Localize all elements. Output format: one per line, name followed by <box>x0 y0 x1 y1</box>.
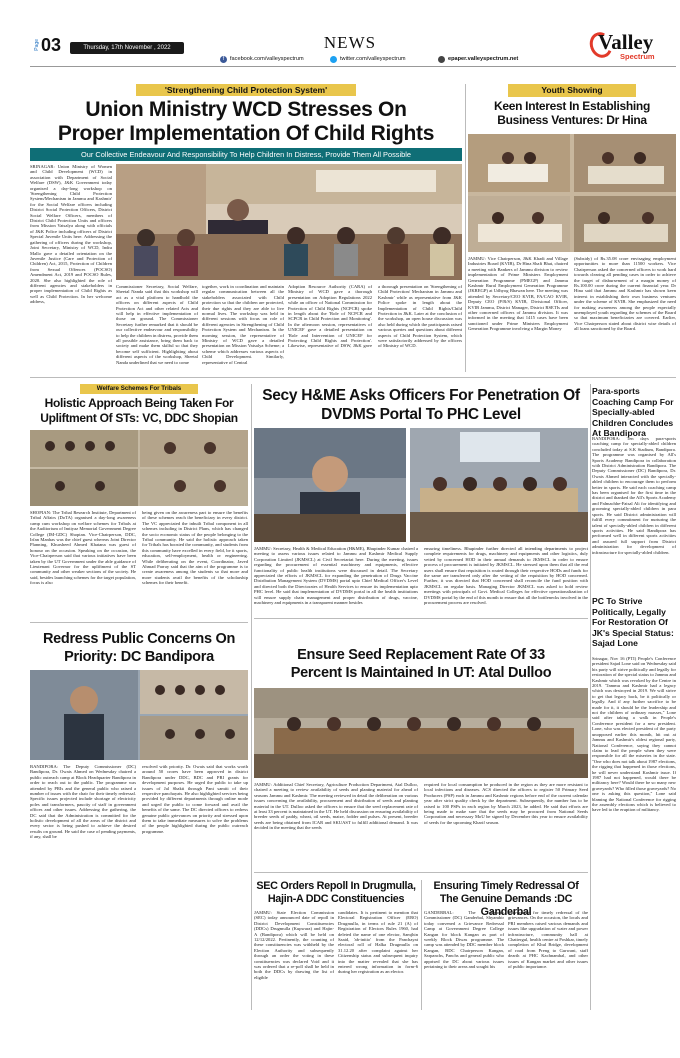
lead-headline-line-1: Union Ministry WCD Stresses On <box>85 98 407 121</box>
lead-col-3: together, work in coordination and maintain regular communication between all the stakeholders associated with Child protection so that the children are protected, their due rights and they are able to live normal lives. The workshop was held in different sessions with focus on role of different agencies in Strengthening of Child Protection System and Mechanism. In the morning session, the representative of Ministry of WCD gave a detailed presentation on Mission Vatsalya Scheme; a scheme which addresses various aspects of Child Development. Similarly, representative of Central <box>202 284 284 365</box>
seed-photo <box>254 688 588 778</box>
dc-bandipora-photo-image <box>30 670 248 760</box>
redress-headline: Redress Public Concerns On Priority: DC Bandipora <box>42 631 236 665</box>
redress-col-2: resolved with priority. Dr. Owais said that works worth around 50 crores have been approved in district Bandipora under DDC, BDC and PRI grants for development purposes. He urged the public to take up issues of Jal Shakti through Pani samiti of their respective panchayats. He also highlighted services being provided by different departments through online mode and urged the public to come forward and avail the benefits of the same. The DC directed officers to redress genuine public grievances on priority and stressed upon them to take immediate measures to solve the problems of the people highlighted during the public outreach programme. <box>142 764 248 834</box>
meeting-room-photo-image <box>410 428 588 542</box>
page-label: Page <box>34 39 40 51</box>
redress-story <box>30 630 248 990</box>
secy-photo-1 <box>254 428 406 542</box>
redress-photo <box>30 670 248 760</box>
facebook-link[interactable]: facebook.com/valleyspectrum <box>230 56 304 62</box>
ganderbal-headline: Ensuring Timely Redressal Of The Genuine Demands :DC Ganderbal <box>433 880 579 918</box>
seed-meeting-photo-image <box>254 688 588 778</box>
para-story <box>592 384 676 592</box>
youth-story <box>468 84 676 372</box>
seed-headline-line-2: Percent Is Maintained In UT: Atal Dulloo <box>290 665 552 681</box>
twitter-icon <box>330 56 337 63</box>
sec-col-1: JAMMU: State Election Commission (SEC) today announced date of repoll in District Development Constituencies (DDCs) Drugmulla (Kupwara) and Hajin-A (Bandipora) which will be held on 12/12/2022. Pertinently, the counting of these constituencies was withheld by the Election Authority and subsequently through an order the voting in these constituencies was declared Void and it was ordered that a re-poll shall be held in both the DDCs by drawing the list of eligible <box>254 910 334 980</box>
welfare-story <box>30 384 248 614</box>
secy-headline: Secy H&ME Asks Officers For Penetration Of DVDMS Portal To PHC Level <box>262 387 580 423</box>
row-divider <box>254 872 588 873</box>
twitter-link[interactable]: twitter.com/valleyspectrum <box>340 56 406 62</box>
youth-tag <box>508 84 636 97</box>
row-divider <box>254 618 588 619</box>
sec-story <box>254 880 418 1010</box>
epaper-icon <box>438 56 445 63</box>
lead-strap <box>30 148 462 161</box>
social-bar <box>190 55 546 65</box>
ganderbal-story <box>424 880 588 1010</box>
lead-col-2: Commissioner Secretary, Social Welfare, Sheetal Nanda said that this workshop will act as a vital platform to handhold the officers on different aspects of Child Protection Act and other related Acts and will help in effective implementation of those on ground. The Commissioner Secretary further remarked that it should be our collective endeavour and responsibility to help the children in distress, provide them all possible assistance, bring them back to society and make them skilful so that they become self sufficient. Highlighting about different aspects of the workshop, Sheetal Nanda underlined that we need to come <box>116 284 198 365</box>
youth-col-2: (Subsidy) of Rs.35.08 crore envisaging employment opportunities to more than 11500 workers. Vice Chairperson asked the concerned officers to work hard towards clearing all pending cases in order to achieve the target of disbursement of a margin money of Rs.100.00 crore during the current financial year. Dr Hina said that Jammu and Kashmir has shown keen interest in establishing their own business ventures under the scheme of KVIB. She emphasized the need for making awareness among the people especially unemployed youth regarding the schemes of the Board so that maximum beneficiaries are covered. Earlier, Vice Chairperson stated about district wise details of all loans sanctioned by the Board. <box>574 256 676 332</box>
youth-meeting-photo-image <box>468 134 676 252</box>
lead-headline-line-2: Proper Implementation Of Child Rights <box>57 122 435 145</box>
lead-story <box>30 84 462 372</box>
row-divider <box>30 377 676 378</box>
para-body: BANDIPORA: Ten days para-sports coaching camp for specially-abled children concluded today at S.K Stadium, Bandipora. The programme was organised by All's Sports Academy Bandipora in collaboration with District Administration Bandipora. The Deputy Commissioner (DC) Bandipora, Dr. Owais Ahmed interacted with the specially-abled children to encourage them to perform better in sports. He said each coaching camp has been organised for the first time in the district and thanked the All's Sports Academy and Palmachhe-Faisal Ali for identifying and grooming specially-abled children in para sports. He said District administration will fulfill every commitment for nurturing the talent of specially-abled children in different sports activities. He said Bandipora has performed well in different sports activities and assured full support from District administration for development of infrastructure for specially-abled children. <box>592 436 676 555</box>
lead-col-1: SRINAGAR: Union Ministry of Women and Child Development (WCD) in association with Department of Social Welfare (DSW), J&K Government today organised a day-long workshop on 'Strengthening Child Protection System/Mechanism in Jammu and Kashmir' for the Social Welfare officers including District Social Protection Officers, District Social Welfare Officers, members of District Child Protection Units and officers from Mission Vatsalya along with officials of J&K Police including officers of District Special Juvenile Units here. Addressing the gathering of officers during the workshop, Joint Secretary, Ministry of WCD, Indra Mallo gave a detailed orientation on the Juvenile Justice (Care and Protection of Children) Act, 2015, Protection of Children from Sexual Offences (POCSO) Amendment Act, 2019 and POCSO Rules, 2020. She also highlighted the role of different agencies and stakeholders in proper implementation of Child Rights as well as Child Protection. In her welcome address, <box>30 164 112 305</box>
workshop-photo-image <box>116 164 462 280</box>
welfare-col-2: being given on the awareness part to ensure the benefits of these schemes reach the beneficiary in every district. The VC appreciated the inbuilt Tribal component in all schemes including in District Plans, which has changed the socio economic status of the people belonging to the Tribal community. He said the holistic approach taken for Tribals has boosted the community, and students from this community have excelled in every field, be it sports, education, self-employment, health or engineering. While deliberating on the event, Coordinator, Javed Ahmad Parray said that the aim of the programme is to create awareness among the students so that more and more students avail the benefits of the scholarship schemes for their benefit. <box>142 510 248 586</box>
tribal-workshop-photo-image <box>30 430 248 506</box>
logo <box>590 30 676 66</box>
ganderbal-col-2: intervention for timely redressal of the grievances. On the occasion, the locals and PRI members raised various demands and issues like upgradation of water and power infrastructure, community hall at Chattergul, health centre at Poshkar, timely completion of Khul Bridge, development of road from Preng to Gurwani, staff dearth at PHC Kachnambal, and other issues of Kangan market and other issues of public importance. <box>508 910 588 970</box>
seed-col-1: JAMMU: Additional Chief Secretary, Agriculture Production Department, Atal Dulloo, chaired a meeting to review availability of seeds and planting material for ahead of seasons Jammu and Kashmir. The meeting reviewed in detail the deliberation on various issues concerning the availability, procurement and distribution of seeds and planting material in the UT. Dulloo asked the officers to ensure that the seed replacement rate of at least 33 percent is maintained in the UT. He held discussion on ensuring availability of breeder seeds of paddy, wheat, oil seeds, maize, fodder and pulses. At present, breeder seeds are being obtained from ICAR and SKUAST to fulfill additional demand. It was decided in the meeting that the seeds <box>254 782 418 831</box>
pc-headline: PC To Strive Politically, Legally For Restoration Of JK's Special Status: Sajad Lone <box>592 596 674 648</box>
pc-story <box>592 596 676 1000</box>
secy-col-1: JAMMU: Secretary, Health & Medical Education (H&ME), Bhupinder Kumar chaired a meeting to assess various issues related to Jammu and Kashmir Medical Supply Corporation Limited (JKMSCL) at Civil Secretariat here. During the meeting, issues regarding the procurement of essential machinery and equipments, effective functionality of public health institutions were discussed in detail. The Secretary appreciated the efforts of JKMSCL for expanding the penetration of Drugs Vaccine Distribution Management System (DVDMS) portal upto Chief Medical Officer's Level and directed both the Directorates of Health Services to ensure its implementation upto PHC level. He said that implementation of DVDMS portal in all the health institutions will ensure supply chain management and proper distribution of drugs, vaccine, machinery and equipments in a transparent manner besides <box>254 546 418 606</box>
sec-headline: SEC Orders Repoll In Drugmulla, Hajin-A DDC Constituencies <box>256 880 416 905</box>
epaper-link[interactable]: epaper.valleyspectrum.net <box>448 56 519 62</box>
date-bar <box>70 42 184 54</box>
masthead <box>0 0 680 68</box>
pc-body: Srinagar, Nov 16 (PTI) People's Conference president Sajad Lone said on Wednesday said his party will strive politically and legally for restoration of the special status to Jammu and Kashmir which was revoked by the Centre in 2019. "Jammu and Kashmir had a legacy which was destroyed in 2019. We will strive to get that legacy back, be it politically or legally. And if any further sacrifice to be made for it, it should be the leadership and not the children of ordinary masses," Lone said after taking a walk in People's Conference president for a new president. Lone, who was elected president of the party unopposed earlier this month, hit out at Jammu and Kashmir's oldest regional party, National Conference, saying they cannot claim to lead the people when they were responsible for all the miseries in the state. "One who does not talk about 1987 elections, the rigging that happened in those elections, he will never understand Kashmir issue. If 1987 had not happened, would there be militancy here? Would there be so many new graveyards? Who filled those graveyards? No one is asking this question," Lone said blaming the National Conference for rigging the assembly elections which is believed to have led to the eruption of militancy. <box>592 656 676 813</box>
column-divider <box>421 880 422 1010</box>
secretary-portrait-photo-image <box>254 428 406 542</box>
sec-col-2: candidates. It is pertinent to mention that Electoral Registration Officer (ERO) Drugmulla, in terms of rule 21 (A) of Registration of Electors Rules 1960, had deleted the name of one elector, Samjhin Saaid, 'ab-initio' from the Panchayat electoral roll of Halka Drugmulla on 31.12.20 after complaint against her Citizenship status and subsequent inquiry into the matter revealed that she has entered wrong information in form-6 during her registration as an elector. <box>338 910 418 975</box>
masthead-rule <box>30 66 676 67</box>
youth-photo <box>468 134 676 252</box>
welfare-tag <box>80 384 198 394</box>
facebook-icon: f <box>220 56 227 63</box>
section-name: NEWS <box>323 33 377 52</box>
redress-col-1: BANDIPORA: The Deputy Commissioner (DC) Bandipora, Dr. Owais Ahmed on Wednesday chaired a public outreach camp at Block Headquarter Bandipora in order to reach out to the public. The programme was attended by PRIs and the general public who raised a number of issues with the chair for their timely redressal. Specific issues projected include shortage of electricity poles and transformers, paucity of staff in government offices and other issues. Addressing the gathering, the DC said that the Administration is committed for the holistic development of all the areas of the district and every sector is being pushed to achieve the desired results on ground. He said the case of pending payments, if any, shall be <box>30 764 136 840</box>
lead-col-4-text: Adoption Resource Authority (CARA) of Ministry of WCD gave a thorough presentation on Adoption Regulations 2022 while an officer of National Commission for Protection of Child Rights (NCPCR) spoke in length about the 'Role of NCPCR and SCPCR in Child Protection and Monitoring'. In the afternoon session, representatives of UNICEF gave a detailed presentation on 'Role and Intervention of UNICEF for Protecting Child Rights and Protection'. Likewise, representative of DSW, J&K gave a thorough presentation on 'Strengthening of Child Protection/ Mechanism in Jammu and Kashmir' while as representative from J&K Police spoke in length about the Implementation of Child Rights/Child Protection in J&K. Later at the conclusion of the workshop, an open house discussion was also held during which the participants raised various queries and questions about different aspects of Child Protection System, which were satisfactorily addressed by the officers of Ministry of WCD. <box>288 284 462 349</box>
ganderbal-col-1: GANDERBAL: The Deputy Commissioner (DC) Ganderbal, Shyambir today convened a Grievance Redressal Camp at Government Degree College Kangan for block Kangan as part of weekly Block Diwas programme. The camp was attended by DDC member block Kangan, BDC Chairperson Kangan, Sarpanchs, Panchs and general public who apprised the DC about various issues pertaining to their areas and sought his <box>424 910 504 970</box>
seed-col-2: required for local consumption be produced in the region as they are more resistant to local infections and diseases. ACS directed the officers to register 50 Primary Seed Producers (PSP) each in Jammu and Kashmir regions before end of the current calendar year after strict quality check by the department. Subsequently, the number has to be raised to 100 PSPs in each region by March 2023, he added. He said that efforts are being made to make sure that the seeds may be procured from National Seeds Corporation and necessary MoU be signed by December this year to ensure availability of seeds for the upcoming Kharif season. <box>424 782 588 825</box>
secy-story <box>254 384 588 614</box>
welfare-tag-text: Welfare Schemes For Tribals <box>96 385 182 392</box>
column-divider <box>465 84 466 372</box>
lead-kicker <box>136 84 356 96</box>
row-divider <box>30 622 248 623</box>
column-divider <box>590 384 591 1010</box>
welfare-photo <box>30 430 248 506</box>
secy-photo-2 <box>410 428 588 542</box>
page-number: 03 <box>41 35 62 55</box>
youth-headline: Keen Interest In Establishing Business Ventures: Dr Hina <box>493 99 650 127</box>
lead-photo <box>116 164 462 280</box>
column-divider <box>251 384 252 1010</box>
seed-headline-line-1: Ensure Seed Replacement Rate Of 33 <box>297 647 545 663</box>
seed-story <box>254 646 588 856</box>
secy-col-2: ensuring timeliness. Bhupinder further directed all intending departments to project complete requirements for drugs, machinery and equipments and other logistics, duly vetted by concerned HOD in their annual demands to JKMSCL in order to ensure process of procurement is initiated by JKMSCL. He stressed upon them that all the end users shall ensure that requisition is routed through their respective HODs and funds for the same are transferred only after the vetting of the requisition by HOD concerned. Further, it was directed that HOD concerned shall reconcile the fund position with JKMSCL on regular basis. Managing Director JKMSCL was asked to hold review meetings with principals of Govt. Medical Colleges for effective operationalization of DVDMS portal by the end of this month to ensure that all the bottlenecks involved in the procurement process are resolved. <box>424 546 588 606</box>
logo-sub: Spectrum <box>620 52 655 61</box>
logo-main: Valley <box>598 30 654 54</box>
lead-strap-text: Our Collective Endeavour And Responsibility To Help Children In Distress, Provide Them All Possible <box>81 150 411 159</box>
para-headline: Para-sports Coaching Camp For Specially-abled Children Concludes At Bandipora <box>592 386 674 438</box>
issue-date: Thursday, 17th November , 2022 <box>83 45 171 51</box>
youth-tag-text: Youth Showing <box>541 85 603 95</box>
youth-col-1: JAMMU: Vice Chairperson, J&K Khadi and Village Industries Board (KVIB), Dr Hina Shafi Bhat, chaired a meeting with Bankers of Jammu division to review implementation of Prime Ministers Employment Generation Programme (PMEGP) and Jammu Kashmir Rural Employment Generation Programme (JKREGP) at Udhyog Bhawan here. The meeting was attended by Secretary/CEO KVIB, FA/CAO KVIB, Deputy CEO (P/R/S) KVIB, Divisional Officer, KVIB Jammu, District Manager, District RSETIs and other concerned officers of Jammu division. It was informed in the meeting that 1415 cases have been sanctioned under Prime Ministers Employment Generation Programme involving a Margin Money <box>468 256 568 332</box>
welfare-headline: Holistic Approach Being Taken For Upliftment Of STs: VC, DDC Shopian <box>40 396 238 425</box>
welfare-col-1: SHOPIAN: The Tribal Research Institute, Department of Tribal Affairs (DoTA) organised a day-long awareness camp cum workshop on welfare schemes for Tribals at the Auditorium of Imtiyaz Memorial Government Degree College (IM-GDC) Shopian. Vice-Chairperson, DDC, Irfan Manhas was the chief guest whereas Joint Director Planning, Khursheed Ahmed Khatana was guest of honour on the occasion. Speaking on the occasion, the Vice-Chairperson said that various initiatives have been taken by the UT Government under the able guidance of Lieutenant Governor for the upliftment of the ST community and other weaker sections of the society. He said, besides launching schemes for the target population, focus is also <box>30 510 136 586</box>
lead-kicker-text: 'Strengthening Child Protection System' <box>164 85 328 95</box>
